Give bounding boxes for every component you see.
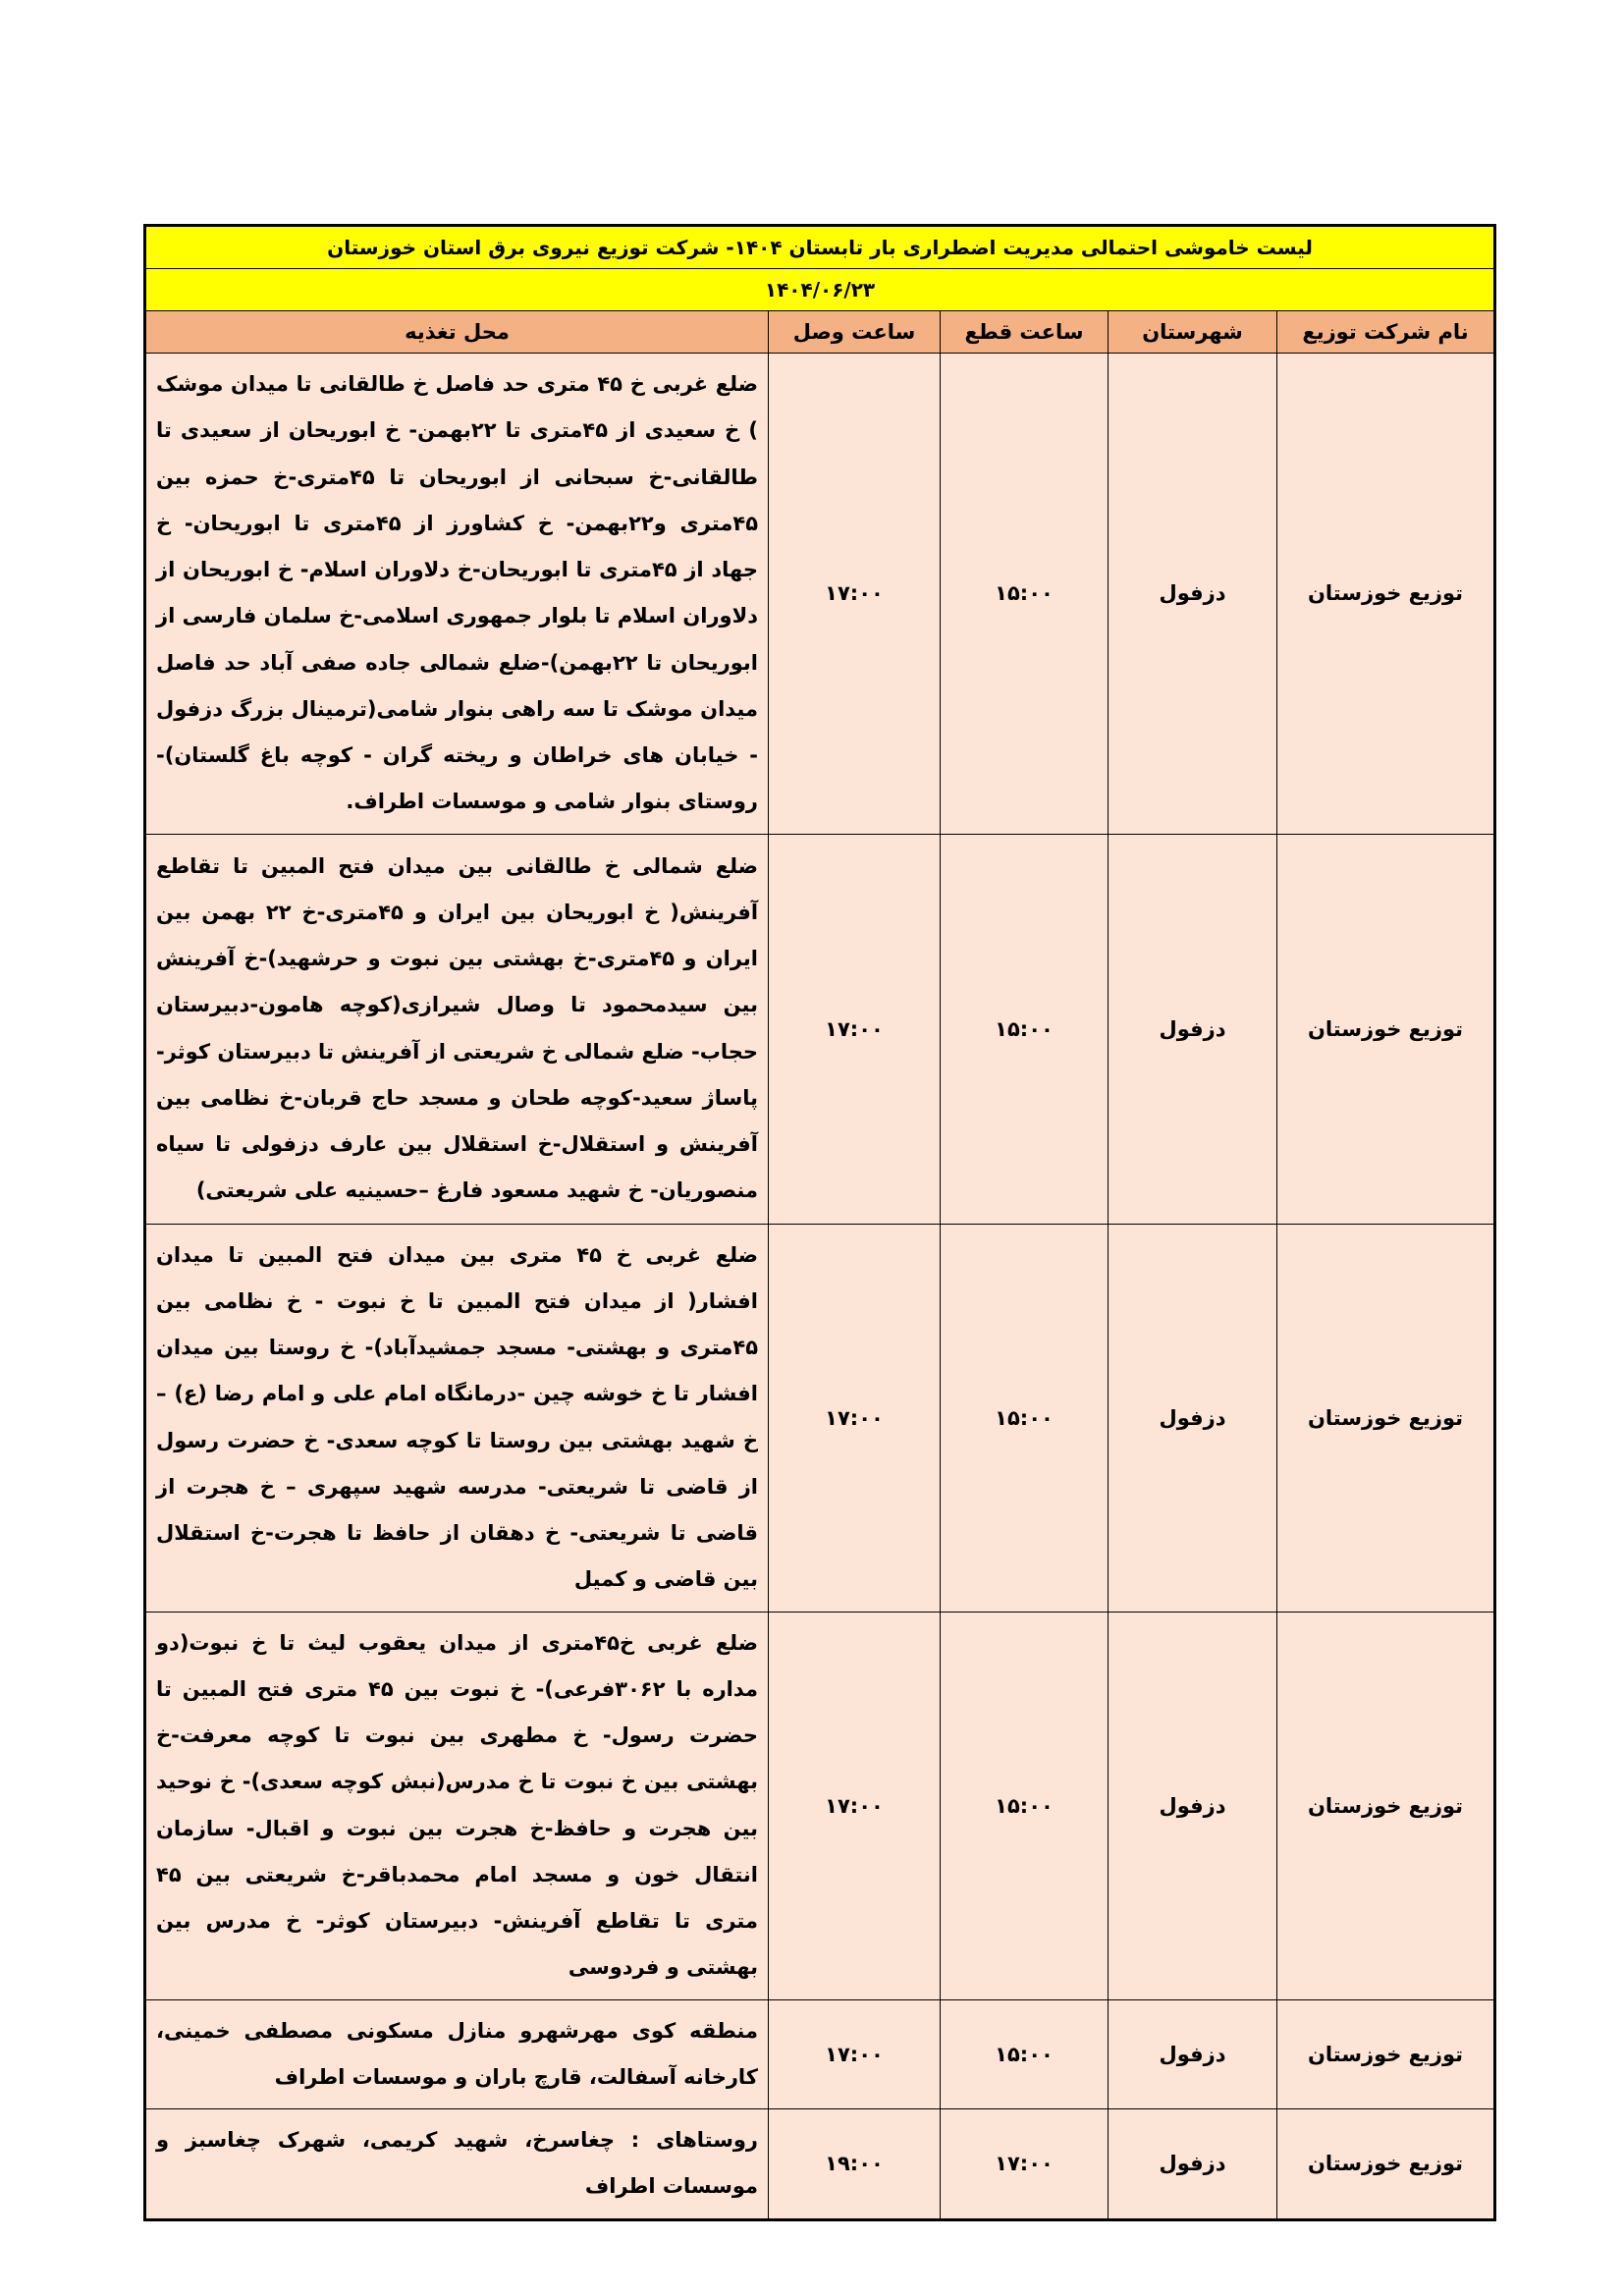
table-row: [145, 354, 1495, 835]
company-cell: توزیع خوزستان: [1277, 2109, 1495, 2220]
table-row: [145, 1999, 1495, 2109]
cut-time-cell: ۱۵:۰۰: [941, 834, 1109, 1224]
company-cell: توزیع خوزستان: [1277, 1999, 1495, 2109]
company-cell: توزیع خوزستان: [1277, 834, 1495, 1224]
cut-time-cell: ۱۷:۰۰: [941, 2109, 1109, 2220]
header-city: شهرستان: [1109, 311, 1277, 354]
company-cell: توزیع خوزستان: [1277, 354, 1495, 835]
city-cell: دزفول: [1109, 2109, 1277, 2220]
reconnect-time-cell: ۱۷:۰۰: [769, 1612, 941, 1999]
location-cell: ضلع غربی خ ۴۵ متری حد فاصل خ طالقانی تا میدان موشک ) خ سعیدی از ۴۵متری تا ۲۲بهمن- خ ابوریحان از سعیدی تا طالقانی-خ سبحانی از ابوریحان تا ۴۵متری-خ حمزه بین ۴۵متری و۲۲بهمن- خ کشاورز از ۴۵متری تا ابوریحان- خ جهاد از ۴۵متری تا ابوریحان-خ دلاوران اسلام- خ ابوریحان از دلاوران اسلام تا بلوار جمهوری اسلامی-خ سلمان فارسی از ابوریحان تا ۲۲بهمن)-ضلع شمالی جاده صفی آباد حد فاصل میدان موشک تا سه راهی بنوار شامی(ترمینال بزرگ دزفول - خیابان های خراطان و ریخته گران - کوچه باغ گلستان)- روستای بنوار شامی و موسسات اطراف.: [145, 354, 769, 835]
location-cell: ضلع غربی خ۴۵متری از میدان یعقوب لیث تا خ نبوت(دو مداره با ۳۰۶۲فرعی)- خ نبوت بین ۴۵ متری فتح المبین تا حضرت رسول- خ مطهری بین نبوت تا کوچه معرفت-خ بهشتی بین خ نبوت تا خ مدرس(نبش کوچه سعدی)- خ نوحید بین هجرت و حافظ-خ هجرت بین نبوت و اقبال- سازمان انتقال خون و مسجد امام محمدباقر-خ شریعتی بین ۴۵ متری تا تقاطع آفرینش- دبیرستان کوثر- خ مدرس بین بهشتی و فردوسی: [145, 1612, 769, 1999]
reconnect-time-cell: ۱۷:۰۰: [769, 1224, 941, 1612]
header-cut-time: ساعت قطع: [941, 311, 1109, 354]
table-date: ۱۴۰۴/۰۶/۲۳: [145, 269, 1495, 311]
table-title: لیست خاموشی احتمالی مدیریت اضطراری بار تابستان ۱۴۰۴- شرکت توزیع نیروی برق استان خوزستان: [145, 226, 1495, 269]
city-cell: دزفول: [1109, 834, 1277, 1224]
reconnect-time-cell: ۱۷:۰۰: [769, 354, 941, 835]
header-company: نام شرکت توزیع: [1277, 311, 1495, 354]
reconnect-time-cell: ۱۹:۰۰: [769, 2109, 941, 2220]
header-reconnect-time: ساعت وصل: [769, 311, 941, 354]
location-cell: ضلع شمالی خ طالقانی بین میدان فتح المبین تا تقاطع آفرینش( خ ابوریحان بین ایران و ۴۵متری-خ ۲۲ بهمن بین ایران و ۴۵متری-خ بهشتی بین نبوت و حرشهید)-خ آفرینش بین سیدمحمود تا وصال شیرازی(کوچه هامون-دبیرستان حجاب- ضلع شمالی خ شریعتی از آفرینش تا دبیرستان کوثر- پاساژ سعید-کوچه طحان و مسجد حاج قربان-خ نظامی بین آفرینش و استقلال-خ استقلال بین عارف دزفولی تا سیاه منصوریان- خ شهید مسعود فارغ –حسینیه علی شریعتی): [145, 834, 769, 1224]
city-cell: دزفول: [1109, 1999, 1277, 2109]
city-cell: دزفول: [1109, 1612, 1277, 1999]
city-cell: دزفول: [1109, 1224, 1277, 1612]
location-cell: روستاهای : چغاسرخ، شهید کریمی، شهرک چغاسبز و موسسات اطراف: [145, 2109, 769, 2220]
company-cell: توزیع خوزستان: [1277, 1224, 1495, 1612]
title-row: [145, 226, 1495, 269]
location-cell: ضلع غربی خ ۴۵ متری بین میدان فتح المبین تا میدان افشار( از میدان فتح المبین تا خ نبوت - خ نظامی بین ۴۵متری و بهشتی- مسجد جمشیدآباد)- خ روستا بین میدان افشار تا خ خوشه چین -درمانگاه امام علی و امام رضا (ع) – خ شهید بهشتی بین روستا تا کوچه سعدی- خ حضرت رسول از قاضی تا شریعتی- مدرسه شهید سپهری – خ هجرت از قاضی تا شریعتی- خ دهقان از حافظ تا هجرت-خ استقلال بین قاضی و کمیل: [145, 1224, 769, 1612]
cut-time-cell: ۱۵:۰۰: [941, 1999, 1109, 2109]
table-row: [145, 834, 1495, 1224]
header-location: محل تغذیه: [145, 311, 769, 354]
company-cell: توزیع خوزستان: [1277, 1612, 1495, 1999]
table-row: [145, 1224, 1495, 1612]
cut-time-cell: ۱۵:۰۰: [941, 1612, 1109, 1999]
table-row: [145, 1612, 1495, 1999]
table-row: [145, 2109, 1495, 2220]
header-row: [145, 311, 1495, 354]
city-cell: دزفول: [1109, 354, 1277, 835]
cut-time-cell: ۱۵:۰۰: [941, 354, 1109, 835]
reconnect-time-cell: ۱۷:۰۰: [769, 1999, 941, 2109]
cut-time-cell: ۱۵:۰۰: [941, 1224, 1109, 1612]
reconnect-time-cell: ۱۷:۰۰: [769, 834, 941, 1224]
outage-table: [143, 224, 1496, 2221]
location-cell: منطقه کوی مهرشهرو منازل مسکونی مصطفی خمینی، کارخانه آسفالت، قارچ باران و موسسات اطراف: [145, 1999, 769, 2109]
date-row: [145, 269, 1495, 311]
